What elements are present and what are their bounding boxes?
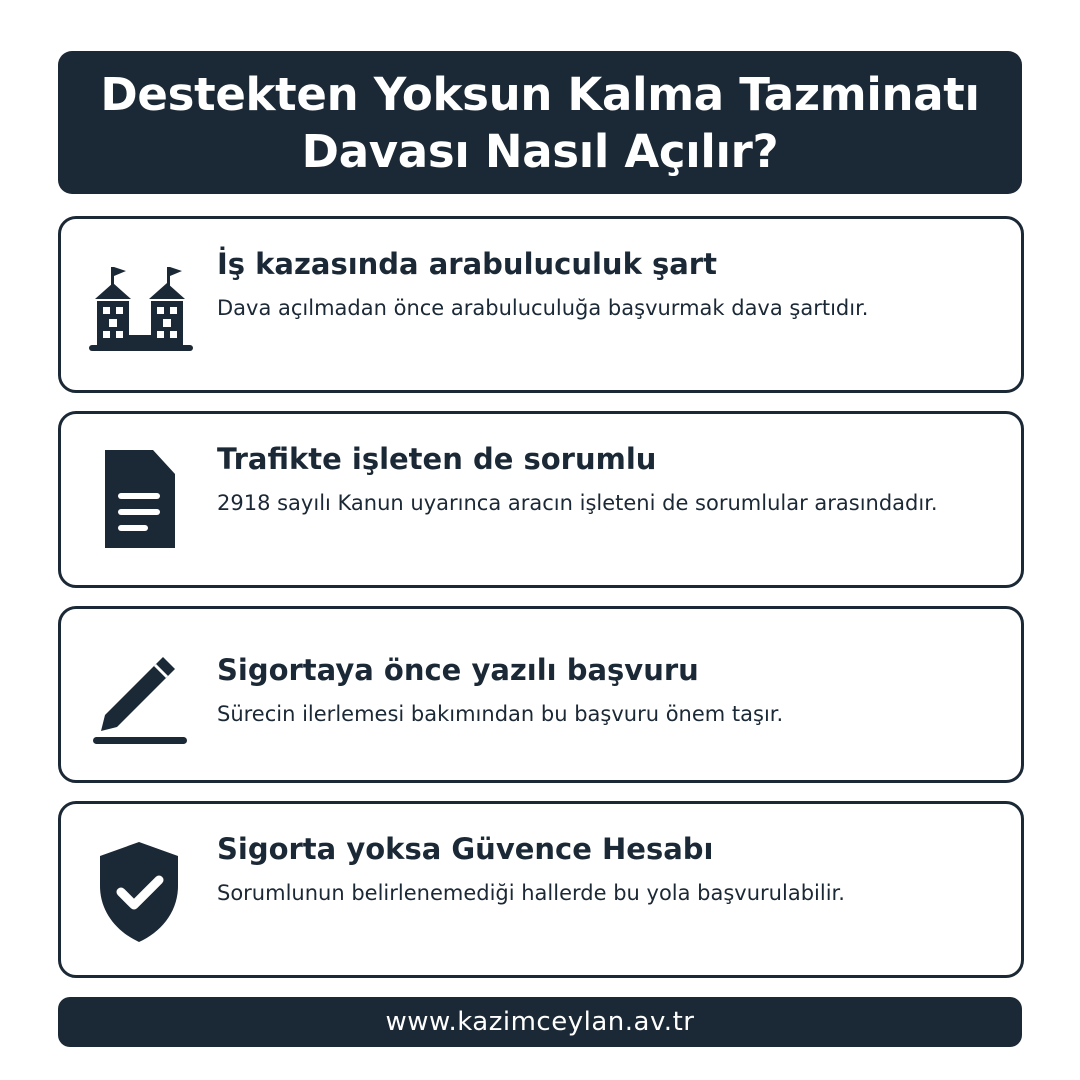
document-icon	[83, 444, 195, 556]
card-description: Dava açılmadan önce arabuluculuğa başvurmak dava şartıdır.	[217, 296, 869, 320]
card-description: 2918 sayılı Kanun uyarınca aracın işleteni de sorumlular arasındadır.	[217, 491, 938, 515]
title-banner	[58, 51, 1022, 194]
card-description: Sorumlunun belirlenemediği hallerde bu yola başvurulabilir.	[217, 881, 845, 905]
courthouse-buildings-icon	[83, 247, 195, 359]
footer-banner	[58, 997, 1022, 1047]
website-url[interactable]: www.kazimceylan.av.tr	[385, 1007, 695, 1037]
card-description: Sürecin ilerlemesi bakımından bu başvuru önem taşır.	[217, 702, 784, 726]
page-title-line-2: Davası Nasıl Açılır?	[301, 124, 779, 178]
card-title: İş kazasında arabuluculuk şart	[217, 247, 717, 281]
card-title: Sigortaya önce yazılı başvuru	[217, 653, 699, 687]
shield-check-icon	[83, 836, 195, 948]
card-title: Sigorta yoksa Güvence Hesabı	[217, 832, 714, 866]
info-card-traffic	[58, 411, 1024, 588]
info-card-insurance-application	[58, 606, 1024, 783]
pen-sign-icon	[83, 645, 195, 757]
info-card-guarantee-account	[58, 801, 1024, 978]
card-title: Trafikte işleten de sorumlu	[217, 442, 657, 476]
page-title-line-1: Destekten Yoksun Kalma Tazminatı	[100, 67, 980, 121]
info-card-mediation	[58, 216, 1024, 393]
